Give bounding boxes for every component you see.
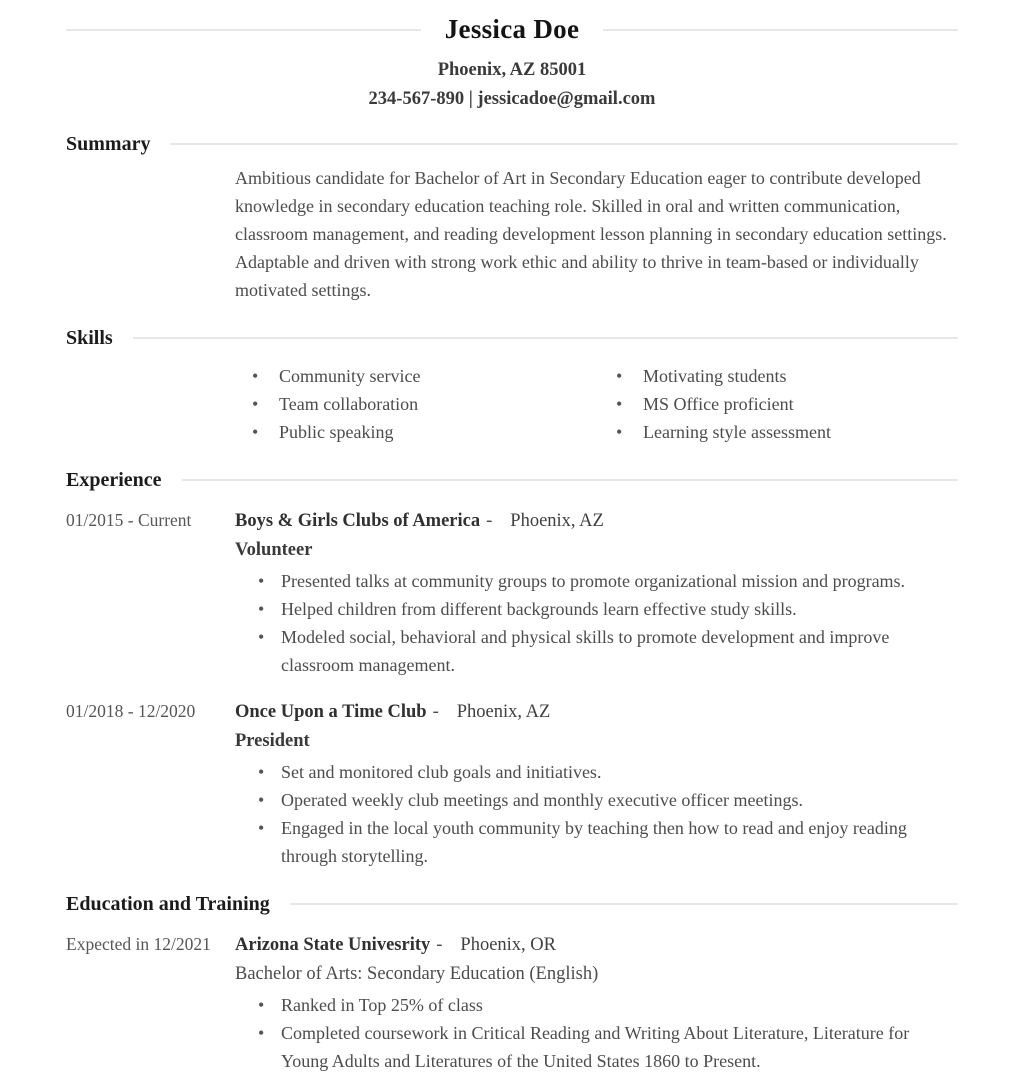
bullet-icon: • bbox=[258, 790, 265, 810]
job-bullet-item bbox=[235, 567, 945, 595]
skills-rule bbox=[133, 337, 958, 339]
job-company-row bbox=[235, 699, 958, 725]
job-bullet-text: Helped children from different backgrounds learn effective study skills. bbox=[281, 599, 797, 619]
experience-heading-row bbox=[66, 466, 958, 494]
bullet-icon: • bbox=[258, 571, 265, 591]
summary-title: Summary bbox=[66, 133, 151, 155]
bullet-icon: • bbox=[616, 394, 623, 414]
education-bullet-item bbox=[235, 1019, 945, 1075]
job-bullet-text: Modeled social, behavioral and physical skills to promote development and improve classroom management. bbox=[281, 627, 890, 675]
name-divider-left bbox=[66, 29, 421, 31]
school-name: Arizona State Univesrity bbox=[235, 935, 431, 955]
section-education bbox=[66, 890, 958, 1075]
education-bullet-text: Ranked in Top 25% of class bbox=[281, 995, 483, 1015]
job-bullet-text: Engaged in the local youth community by teaching then how to read and enjoy reading through storytelling. bbox=[281, 818, 907, 866]
job-bullet-item bbox=[235, 786, 945, 814]
job-bullet-list bbox=[235, 567, 945, 679]
bullet-icon: • bbox=[252, 366, 259, 386]
degree: Bachelor of Arts: Secondary Education (English) bbox=[235, 964, 599, 984]
education-dates: Expected in 12/2021 bbox=[66, 934, 211, 954]
skill-item bbox=[252, 390, 616, 418]
job-entry bbox=[66, 508, 958, 679]
job-role: President bbox=[235, 731, 310, 751]
job-body bbox=[235, 508, 958, 679]
job-entry bbox=[66, 699, 958, 870]
job-bullet-list bbox=[235, 758, 945, 870]
education-title: Education and Training bbox=[66, 893, 270, 915]
summary-heading-row bbox=[66, 130, 958, 158]
summary-rule bbox=[170, 143, 958, 145]
skills-title: Skills bbox=[66, 327, 113, 349]
candidate-name: Jessica Doe bbox=[444, 14, 580, 44]
job-bullet-item bbox=[235, 758, 945, 786]
name-divider-right bbox=[603, 29, 958, 31]
education-body bbox=[235, 932, 958, 1075]
bullet-icon: • bbox=[258, 995, 265, 1015]
address-line: Phoenix, AZ 85001 bbox=[437, 60, 587, 80]
education-rule bbox=[290, 903, 958, 905]
skill-label: Community service bbox=[279, 366, 421, 386]
job-location: Phoenix, AZ bbox=[510, 511, 604, 531]
skill-label: Motivating students bbox=[643, 366, 787, 386]
section-skills bbox=[66, 324, 958, 446]
education-location: Phoenix, OR bbox=[460, 935, 557, 955]
bullet-icon: • bbox=[616, 422, 623, 442]
bullet-icon: • bbox=[616, 366, 623, 386]
contact-line: 234-567-890 | jessicadoe@gmail.com bbox=[368, 89, 656, 109]
company-name: Boys & Girls Clubs of America bbox=[235, 511, 481, 531]
section-experience bbox=[66, 466, 958, 870]
skill-item bbox=[616, 390, 831, 418]
bullet-icon: • bbox=[258, 762, 265, 782]
education-bullet-list bbox=[235, 991, 945, 1075]
job-bullet-text: Operated weekly club meetings and monthly executive officer meetings. bbox=[281, 790, 803, 810]
school-location-separator: - bbox=[436, 935, 443, 955]
job-bullet-item bbox=[235, 623, 945, 679]
job-bullet-text: Set and monitored club goals and initiatives. bbox=[281, 762, 602, 782]
company-location-separator: - bbox=[432, 702, 439, 722]
job-company-row bbox=[235, 508, 958, 534]
section-summary bbox=[66, 130, 958, 304]
skills-columns bbox=[66, 362, 958, 446]
education-bullet-item bbox=[235, 991, 945, 1019]
experience-title: Experience bbox=[66, 469, 162, 491]
summary-text: Ambitious candidate for Bachelor of Art in Secondary Education eager to contribute developed knowledge in secondary education teaching role. Skilled in oral and written communication, classroom management, and reading development lesson planning in secondary education settings. Adaptable and driven with strong work ethic and ability to thrive in team-based or individually motivated settings. bbox=[235, 168, 947, 300]
education-heading-row bbox=[66, 890, 958, 918]
school-row bbox=[235, 932, 958, 958]
job-bullet-item bbox=[235, 595, 945, 623]
education-entry bbox=[66, 932, 958, 1075]
skill-item bbox=[252, 362, 616, 390]
bullet-icon: • bbox=[258, 1023, 265, 1043]
skill-label: Team collaboration bbox=[279, 394, 419, 414]
skills-list-right bbox=[616, 362, 831, 446]
education-bullet-text: Completed coursework in Critical Reading and Writing About Literature, Literature for Young Adults and Literatures of the United States 1860 to Present. bbox=[281, 1023, 910, 1071]
bullet-icon: • bbox=[252, 422, 259, 442]
bullet-icon: • bbox=[252, 394, 259, 414]
skill-label: Public speaking bbox=[279, 422, 394, 442]
job-dates: 01/2018 - 12/2020 bbox=[66, 701, 196, 721]
skill-item bbox=[616, 418, 831, 446]
job-location: Phoenix, AZ bbox=[456, 702, 551, 722]
skill-label: Learning style assessment bbox=[643, 422, 831, 442]
company-name: Once Upon a Time Club bbox=[235, 702, 427, 722]
bullet-icon: • bbox=[258, 627, 265, 647]
name-row bbox=[66, 0, 958, 45]
skill-item bbox=[252, 418, 616, 446]
skill-label: MS Office proficient bbox=[643, 394, 794, 414]
bullet-icon: • bbox=[258, 818, 265, 838]
skill-item bbox=[616, 362, 831, 390]
job-dates: 01/2015 - Current bbox=[66, 510, 192, 530]
skills-heading-row bbox=[66, 324, 958, 352]
bullet-icon: • bbox=[258, 599, 265, 619]
job-role: Volunteer bbox=[235, 540, 313, 560]
job-bullet-item bbox=[235, 814, 945, 870]
company-location-separator: - bbox=[486, 511, 493, 531]
experience-rule bbox=[182, 479, 958, 481]
job-bullet-text: Presented talks at community groups to promote organizational mission and programs. bbox=[281, 571, 906, 591]
resume-header bbox=[66, 0, 958, 110]
skills-list-left bbox=[252, 362, 616, 446]
job-body bbox=[235, 699, 958, 870]
